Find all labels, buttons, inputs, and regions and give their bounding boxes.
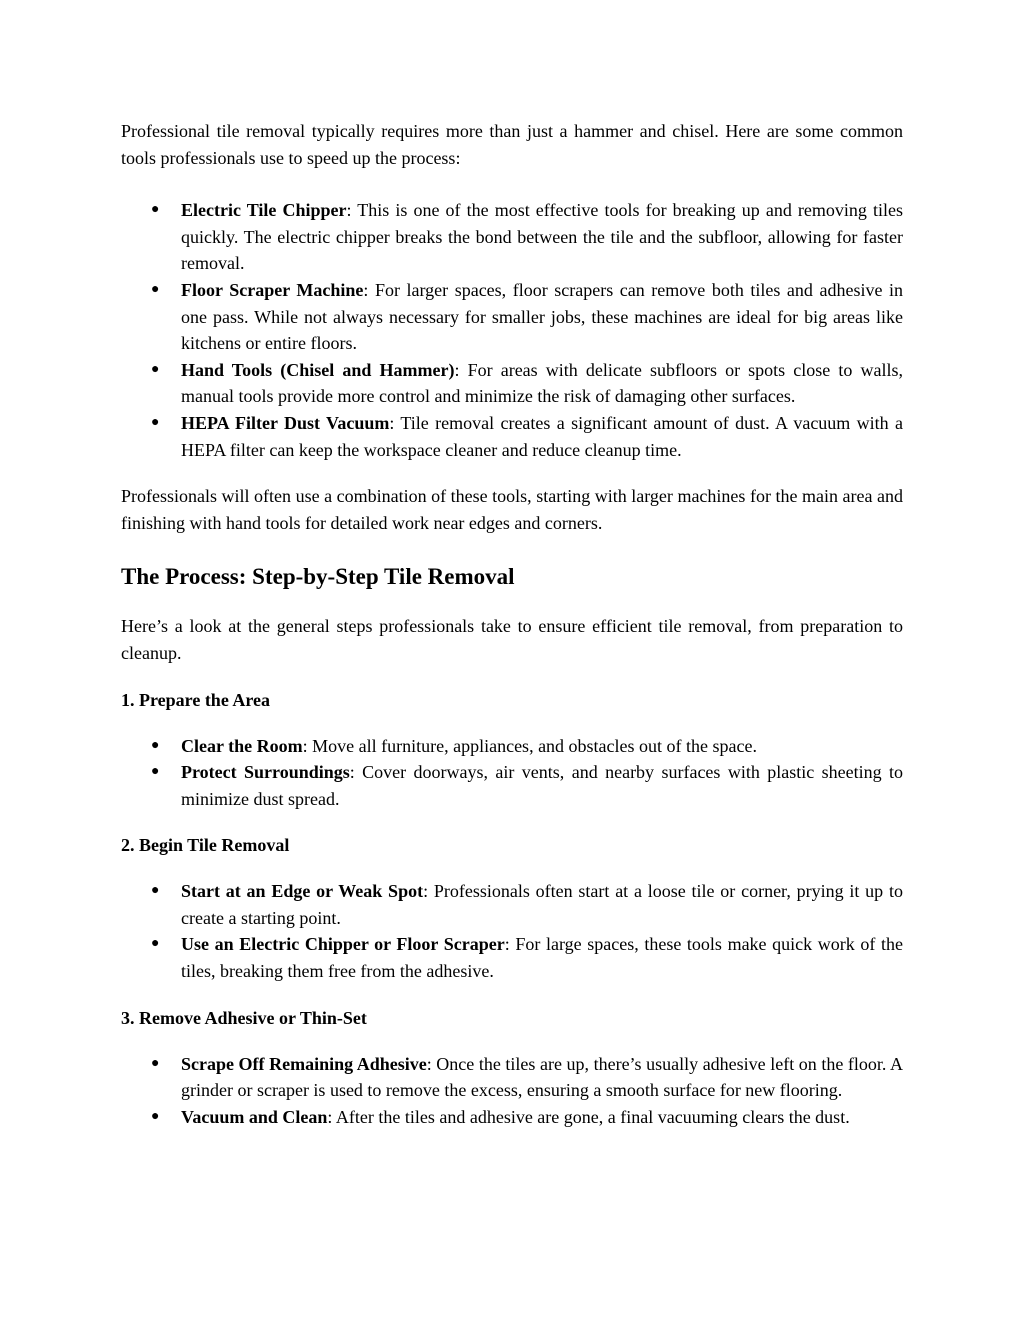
item-term: Vacuum and Clean: [181, 1106, 328, 1127]
bullet-icon: ●: [151, 1108, 160, 1124]
tools-list: [121, 197, 903, 463]
item-text: : Professionals often start at a loose tile or corner, prying it up to create a starting point.: [181, 881, 903, 928]
list-item: [121, 931, 903, 984]
step-list: [121, 1051, 903, 1131]
item-term: Use an Electric Chipper or Floor Scraper: [181, 934, 505, 955]
item-term: Hand Tools (Chisel and Hammer): [181, 359, 455, 380]
item-text: : Tile removal creates a significant amount of dust. A vacuum with a HEPA filter can keep the workspace cleaner and reduce cleanup time.: [181, 412, 903, 460]
list-item: [121, 277, 903, 357]
item-text: : Cover doorways, air vents, and nearby surfaces with plastic sheeting to minimize dust spread.: [181, 762, 903, 809]
item-text: : For large spaces, these tools make quick work of the tiles, breaking them free from the adhesive.: [181, 934, 904, 982]
item-text: : This is one of the most effective tools for breaking up and removing tiles quickly. The electric chipper breaks the bond between the tile and the subfloor, allowing for faster removal.: [181, 200, 903, 274]
item-text: : For larger spaces, floor scrapers can remove both tiles and adhesive in one pass. While not always necessary for smaller jobs, these machines are ideal for big areas like kitchens or entire floors.: [181, 279, 903, 354]
item-term: Floor Scraper Machine: [181, 279, 364, 300]
step-heading: 3. Remove Adhesive or Thin-Set: [121, 1007, 367, 1028]
item-text: : Once the tiles are up, there’s usually adhesive left on the floor. A grinder or scraper is used to remove the excess, ensuring a smooth surface for new flooring.: [181, 1053, 903, 1101]
document-page: [121, 118, 903, 1130]
item-term: Clear the Room: [181, 735, 303, 756]
item-text: : Move all furniture, appliances, and obstacles out of the space.: [302, 735, 757, 756]
item-term: Protect Surroundings: [181, 762, 350, 783]
item-term: Scrape Off Remaining Adhesive: [181, 1053, 427, 1074]
bullet-icon: ●: [151, 764, 160, 780]
list-item: [121, 410, 903, 463]
list-item: [121, 759, 903, 812]
step-heading: 1. Prepare the Area: [121, 689, 270, 710]
combination-paragraph: Professionals will often use a combination of these tools, starting with larger machines for the main area and finishing with hand tools for detailed work near edges and corners.: [121, 486, 903, 533]
bullet-icon: ●: [151, 737, 160, 753]
process-intro-paragraph: Here’s a look at the general steps professionals take to ensure efficient tile removal, from preparation to cleanup.: [121, 616, 903, 663]
bullet-icon: ●: [151, 936, 160, 952]
bullet-icon: ●: [151, 1055, 160, 1071]
bullet-icon: ●: [151, 883, 160, 899]
list-item: [121, 733, 903, 760]
item-term: HEPA Filter Dust Vacuum: [181, 412, 390, 433]
item-text: : After the tiles and adhesive are gone, a final vacuuming clears the dust.: [327, 1106, 850, 1127]
list-item: [121, 1104, 903, 1131]
intro-paragraph: Professional tile removal typically requires more than just a hammer and chisel. Here are some common tools professionals use to speed up the process:: [121, 121, 903, 168]
step-list: [121, 733, 903, 813]
step-heading: 2. Begin Tile Removal: [121, 835, 290, 856]
item-text: : For areas with delicate subfloors or spots close to walls, manual tools provide more control and minimize the risk of damaging other surfaces.: [181, 359, 903, 407]
bullet-icon: ●: [151, 281, 160, 297]
list-item: [121, 357, 903, 410]
section-heading: The Process: Step-by-Step Tile Removal: [121, 564, 515, 590]
item-term: Start at an Edge or Weak Spot: [181, 881, 424, 902]
list-item: [121, 197, 903, 277]
step-list: [121, 878, 903, 984]
bullet-icon: ●: [151, 361, 160, 377]
list-item: [121, 1051, 903, 1104]
list-item: [121, 878, 903, 931]
item-term: Electric Tile Chipper: [181, 200, 347, 221]
bullet-icon: ●: [151, 202, 160, 218]
bullet-icon: ●: [151, 414, 160, 430]
